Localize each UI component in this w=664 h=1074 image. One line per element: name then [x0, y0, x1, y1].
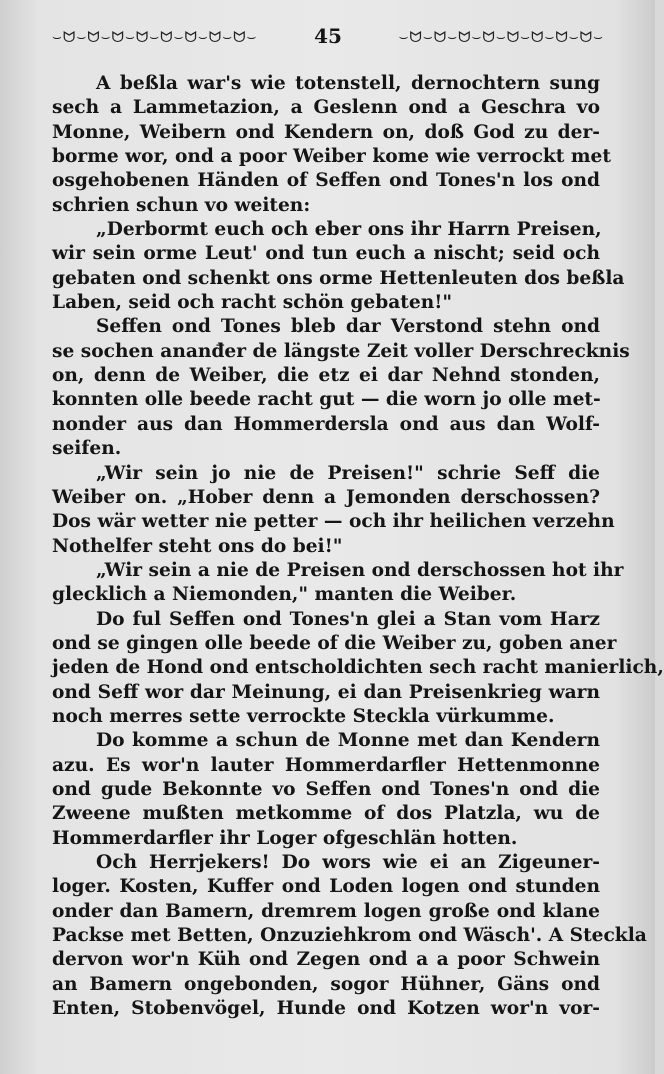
text-line: sech a Lammetazion, a Geslenn ond a Geschra vo	[52, 97, 600, 119]
text-line: Enten, Stobenvögel, Hunde ond Kotzen wor'n vor-	[52, 998, 600, 1020]
text-line: glecklich a Niemonden," manten die Weiber.	[52, 584, 517, 606]
text-line: Monne, Weibern ond Kendern on, doß God zu der-	[52, 121, 600, 143]
header-ornament-left: ⌣ᗢ⌣ᗢ⌣ᗢ⌣ᗢ⌣ᗢ⌣ᗢ⌣ᗢ⌣ᗢ⌣	[52, 28, 258, 46]
text-line: Dos wär wetter nie petter — och ihr heilichen verzehn	[52, 511, 615, 533]
text-line: Nothelfer steht ons do bei!"	[52, 535, 343, 557]
text-line: Och Herrjekers! Do wors wie ei an Zigeuner-	[96, 852, 600, 873]
text-line: jeden de Hond ond entscholdichten sech racht manierlich,	[52, 657, 664, 679]
text-line: Packse met Betten, Onzuziehkrom ond Wäsch'. A Steckla	[52, 925, 647, 947]
text-line: „Derbormt euch och eber ons ihr Harrn Preisen,	[96, 219, 602, 241]
text-line: Laben, seid och racht schön gebaten!"	[52, 292, 453, 314]
text-line: „Wir sein jo nie de Preisen!" schrie Seff die	[96, 462, 600, 484]
text-line: ond gude Bekonnte vo Seffen ond Tones'n ond die	[52, 778, 600, 800]
text-line: wir sein orme Leut' ond tun euch a nischt; seid och	[52, 243, 600, 265]
text-line: Zweene mußten metkomme of dos Platzla, wu de	[52, 803, 600, 825]
text-line: loger. Kosten, Kuffer ond Loden logen ond stunden	[52, 876, 600, 898]
text-line: noch merres sette verrockte Steckla vürkumme.	[52, 705, 555, 727]
text-line: seifen.	[52, 438, 122, 460]
text-line: Seffen ond Tones bleb dar Verstond stehn ond	[96, 316, 600, 338]
text-line: „Wir sein a nie de Preisen ond derschossen hot ihr	[96, 559, 624, 581]
text-line: nonder aus dan Hommerdersla ond aus dan Wolf-	[52, 413, 600, 435]
text-line: dervon wor'n Küh ond Zegen ond a a poor Schwein	[52, 949, 600, 971]
text-line: Hommerdarfler ihr Loger ofgeschlän hotten.	[52, 827, 518, 849]
text-line: Do ful Seffen ond Tones'n glei a Stan vom Harz	[96, 608, 600, 630]
body-text	[52, 72, 664, 1021]
text-line: Do komme a schun de Monne met dan Kendern	[96, 730, 600, 752]
text-line: azu. Es wor'n lauter Hommerdarfler Hettenmonne	[52, 754, 600, 776]
text-line: konnten olle beede racht gut — die worn jo olle met-	[52, 389, 601, 411]
text-line: ond Seff wor dar Meinung, ei dan Preisenkrieg warn	[52, 681, 600, 703]
text-line: se sochen ananđer de längste Zeit voller Derschrecknis	[52, 340, 630, 362]
text-line: Weiber on. „Hober denn a Jemonden derschossen?	[52, 486, 600, 508]
text-line: schrien schun vo weiten:	[52, 194, 311, 216]
text-line: ond se gingen olle beede of die Weiber zu, goben aner	[52, 632, 617, 654]
text-line: an Bamern ongebonden, sogor Hühner, Gäns ond	[52, 973, 600, 995]
text-line: osgehobenen Händen of Seffen ond Tones'n los ond	[52, 170, 600, 192]
text-line: gebaten ond schenkt ons orme Hettenleuten dos beßla	[52, 267, 625, 289]
page-header	[52, 22, 604, 50]
text-line: A beßla war's wie totenstell, dernochtern sung	[96, 73, 600, 94]
header-ornament-right: ⌣ᗢ⌣ᗢ⌣ᗢ⌣ᗢ⌣ᗢ⌣ᗢ⌣ᗢ⌣ᗢ⌣	[398, 28, 604, 46]
text-line: onder dan Bamern, dremrem logen große ond klane	[52, 900, 600, 922]
text-line: borme wor, ond a poor Weiber kome wie verrockt met	[52, 146, 611, 168]
text-line: on, denn de Weiber, die etz ei dar Nehnd stonden,	[52, 365, 600, 387]
page-number: 45	[314, 24, 342, 48]
